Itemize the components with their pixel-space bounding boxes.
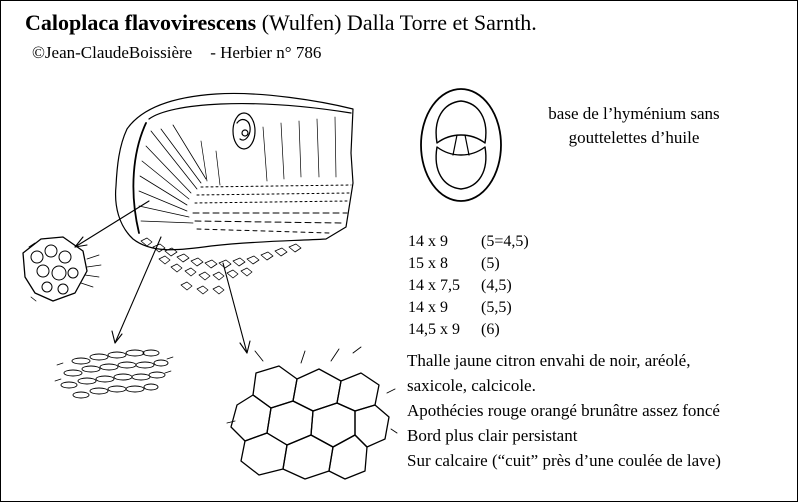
description-line: Apothécies rouge orangé brunâtre assez foncé <box>407 401 720 420</box>
measurement-count: (5=4,5) <box>481 233 529 250</box>
measurement-count: (5) <box>481 255 500 272</box>
pointer-arrows <box>75 201 250 353</box>
cortex-cells-drawing <box>23 237 101 301</box>
species-authority: (Wulfen) Dalla Torre et Sarnth. <box>256 10 537 35</box>
measurement-row <box>408 275 529 297</box>
spore-measurements <box>408 231 529 341</box>
species-description <box>407 348 721 473</box>
measurement-row <box>408 297 529 319</box>
measurement-count: (4,5) <box>481 277 512 294</box>
medulla-cells-drawing <box>227 347 397 479</box>
measurement-row <box>408 253 529 275</box>
description-line: Bord plus clair persistant <box>407 426 578 445</box>
author-credit: ©Jean-ClaudeBoissière <box>32 43 193 62</box>
measurement-row <box>408 319 529 341</box>
measurement-count: (5,5) <box>481 299 512 316</box>
measurement-count: (6) <box>481 321 500 338</box>
exciple-cells-drawing <box>55 350 173 398</box>
apothecium-section-drawing <box>116 93 353 294</box>
description-line: Sur calcaire (“cuit” près d’une coulée de lave) <box>407 451 721 470</box>
measurement-size: 14 x 9 <box>408 299 448 316</box>
species-name: Caloplaca flavovirescens <box>25 10 257 35</box>
measurement-size: 14 x 9 <box>408 233 448 250</box>
spore-caption-line-2: gouttelettes d’huile <box>568 128 700 147</box>
measurement-size: 15 x 8 <box>408 255 448 272</box>
spore-drawing <box>421 89 501 201</box>
measurement-row <box>408 231 529 253</box>
herbier-number: - Herbier n° 786 <box>210 43 322 62</box>
measurement-size: 14,5 x 9 <box>408 321 460 338</box>
description-line: saxicole, calcicole. <box>407 376 536 395</box>
spore-caption <box>521 102 747 150</box>
measurement-size: 14 x 7,5 <box>408 277 460 294</box>
plate-title <box>25 10 537 36</box>
description-line: Thalle jaune citron envahi de noir, aréolé, <box>407 351 691 370</box>
credit-line <box>32 43 321 63</box>
spore-caption-line-1: base de l’hyménium sans <box>548 104 720 123</box>
